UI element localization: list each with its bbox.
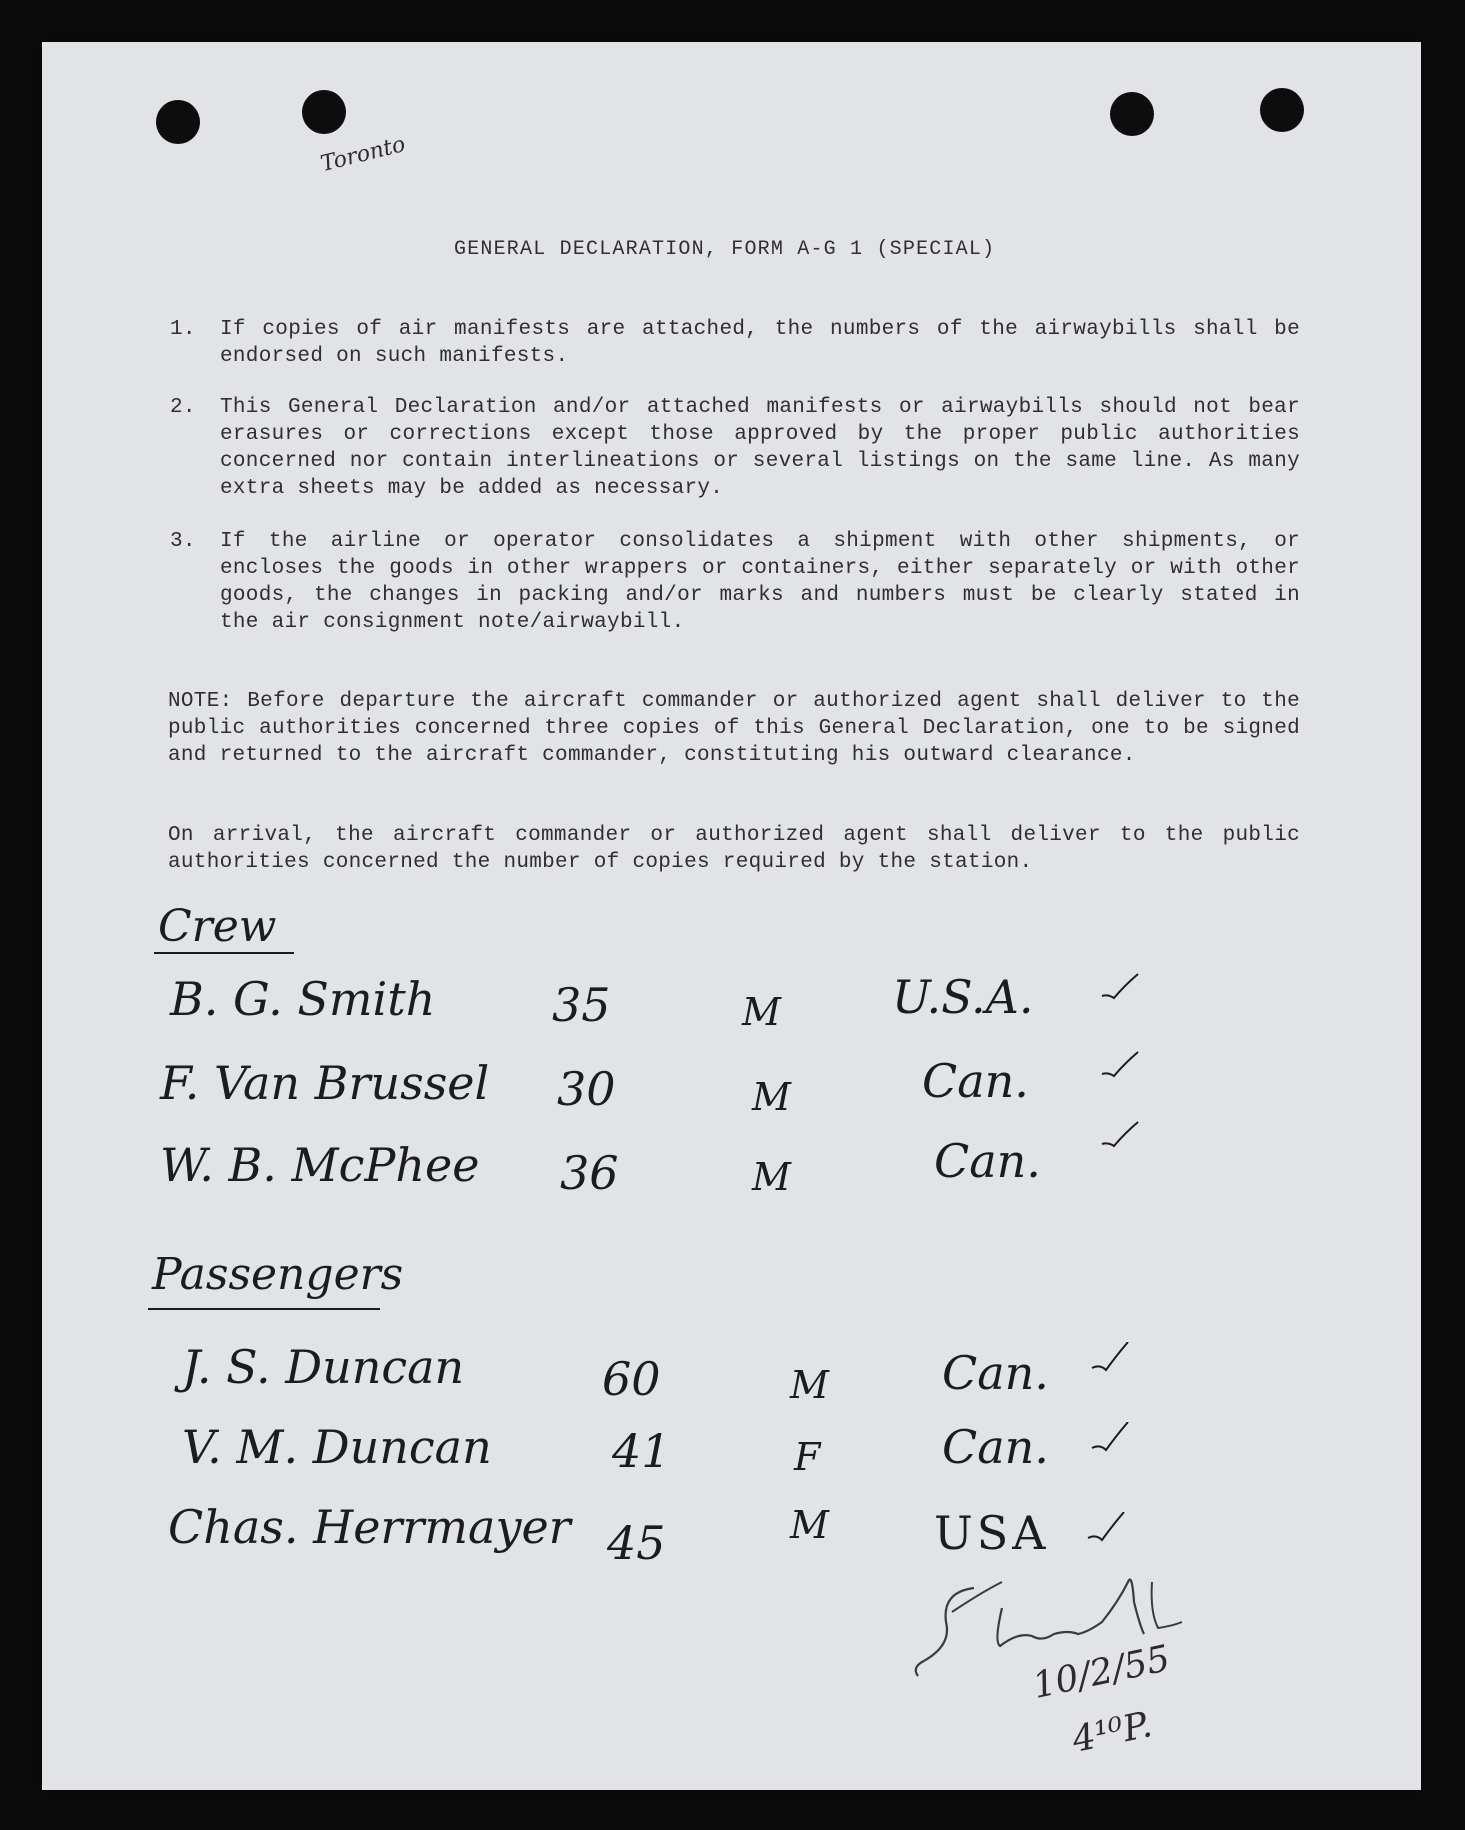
passenger-age: 45 [607, 1516, 666, 1570]
signature-time: 4¹⁰P. [1068, 1704, 1156, 1761]
crew-name: W. B. McPhee [160, 1138, 480, 1192]
crew-name: B. G. Smith [170, 972, 436, 1026]
passenger-name: J. S. Duncan [182, 1340, 465, 1394]
crew-heading: Crew [158, 901, 277, 952]
crew-sex: M [752, 1155, 791, 1199]
checkmark-icon [1086, 1512, 1126, 1542]
passenger-nationality: Can. [942, 1420, 1049, 1474]
crew-sex: M [742, 990, 781, 1034]
checkmark-icon [1100, 1120, 1140, 1150]
instruction-number: 3. [170, 530, 196, 553]
margin-note: Toronto [318, 131, 408, 178]
passengers-heading: Passengers [152, 1249, 404, 1300]
crew-nationality: Can. [922, 1054, 1029, 1108]
passenger-name: Chas. Herrmayer [168, 1500, 571, 1554]
checkmark-icon [1090, 1342, 1130, 1372]
passenger-sex: M [790, 1503, 829, 1547]
passenger-nationality: USA [934, 1506, 1050, 1560]
instruction-text: This General Declaration and/or attached manifests or airwaybills should not bear erasures or corrections except those approved by the proper public authorities concerned nor contain interlineations or several listings on the same line. As many extra sheets may be added as necessary. [220, 396, 1300, 500]
signature-date: 10/2/55 [1029, 1638, 1174, 1707]
inspector-signature [882, 1542, 1212, 1782]
form-title: GENERAL DECLARATION, FORM A-G 1 (SPECIAL) [454, 238, 996, 261]
passenger-age: 41 [612, 1424, 671, 1478]
checkmark-icon [1090, 1422, 1130, 1452]
document-page [42, 42, 1421, 1790]
crew-sex: M [752, 1075, 791, 1119]
punch-hole-4 [1260, 88, 1304, 132]
instruction-number: 1. [170, 318, 196, 341]
instruction-number: 2. [170, 396, 196, 419]
passenger-sex: M [790, 1363, 829, 1407]
arrival-note: On arrival, the aircraft commander or authorized agent shall deliver to the public authorities concerned the number of copies required by the station. [168, 824, 1300, 874]
passenger-name: V. M. Duncan [182, 1420, 492, 1474]
crew-age: 36 [560, 1146, 619, 1200]
passenger-age: 60 [602, 1352, 661, 1406]
passenger-nationality: Can. [942, 1346, 1049, 1400]
punch-hole-3 [1110, 92, 1154, 136]
punch-hole-2 [302, 90, 346, 134]
passengers-heading-underline [148, 1308, 380, 1310]
punch-hole-1 [156, 100, 200, 144]
crew-age: 30 [557, 1062, 616, 1116]
checkmark-icon [1100, 1050, 1140, 1080]
passenger-sex: F [794, 1435, 821, 1479]
crew-heading-underline [154, 952, 294, 954]
departure-note: NOTE: Before departure the aircraft commander or authorized agent shall deliver to the public authorities concerned three copies of this General Declaration, one to be signed and returned to the aircraft commander, constituting his outward clearance. [168, 690, 1300, 767]
checkmark-icon [1100, 972, 1140, 1002]
instruction-text: If the airline or operator consolidates a shipment with other shipments, or encloses the goods in other wrappers or containers, either separately or with other goods, the changes in packing and/or marks and numbers must be clearly stated in the air consignment note/airwaybill. [220, 530, 1300, 634]
crew-age: 35 [552, 978, 611, 1032]
crew-nationality: U.S.A. [892, 970, 1034, 1024]
crew-name: F. Van Brussel [160, 1056, 490, 1110]
crew-nationality: Can. [934, 1134, 1041, 1188]
instruction-text: If copies of air manifests are attached, the numbers of the airwaybills shall be endorsed on such manifests. [220, 318, 1300, 368]
